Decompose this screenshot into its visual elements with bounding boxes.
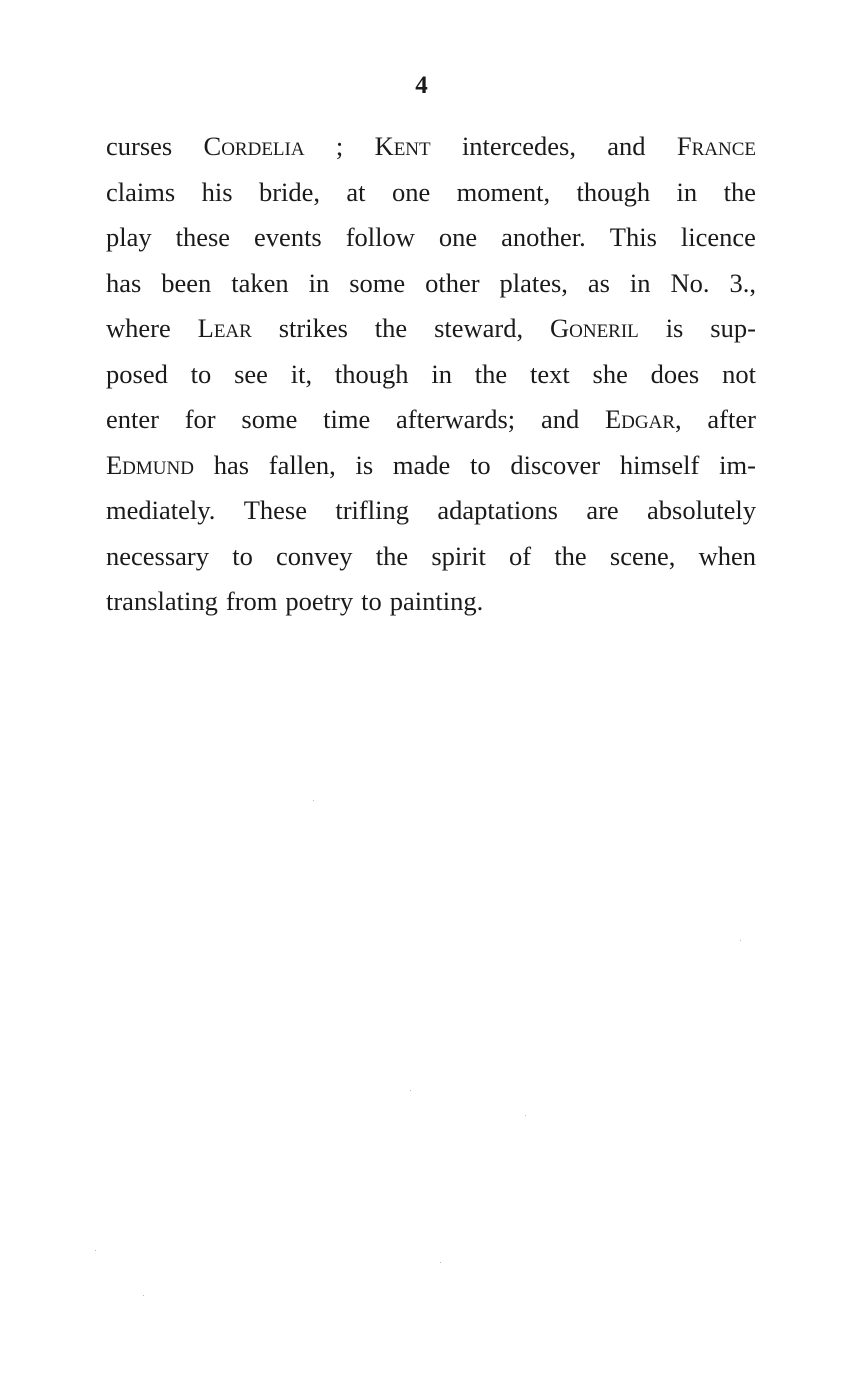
word: strikes bbox=[278, 313, 348, 343]
word: necessary bbox=[106, 540, 209, 571]
text-line bbox=[106, 124, 756, 170]
word: though bbox=[576, 176, 651, 207]
word: been bbox=[161, 267, 212, 298]
character-name: Edmund bbox=[106, 449, 194, 480]
word: to bbox=[470, 449, 491, 480]
scan-speck bbox=[440, 1262, 441, 1263]
character-name: Kent bbox=[374, 131, 431, 161]
scan-speck bbox=[143, 1295, 144, 1296]
word: one bbox=[391, 176, 431, 207]
scan-speck bbox=[740, 940, 741, 941]
word: she bbox=[592, 358, 628, 389]
word: intercedes, bbox=[461, 131, 576, 161]
character-name: Cordelia bbox=[203, 131, 305, 161]
word: has bbox=[106, 267, 142, 298]
word: of bbox=[509, 540, 532, 571]
word: events bbox=[254, 222, 322, 252]
word: has bbox=[213, 449, 250, 480]
word: translating bbox=[106, 586, 218, 616]
word: in bbox=[431, 358, 452, 389]
word: convey bbox=[276, 540, 353, 571]
word: poetry bbox=[285, 586, 354, 616]
text-line bbox=[106, 261, 756, 307]
word: enter bbox=[106, 404, 159, 434]
word: is bbox=[665, 313, 684, 343]
word: the bbox=[554, 540, 587, 571]
word: as bbox=[587, 267, 610, 298]
word: play bbox=[106, 222, 152, 252]
text-line bbox=[106, 397, 756, 443]
word: afterwards; bbox=[395, 404, 516, 434]
word: claims bbox=[106, 176, 176, 207]
word: scene, bbox=[609, 540, 676, 571]
word: from bbox=[225, 586, 278, 616]
word: painting. bbox=[389, 586, 484, 616]
text-line bbox=[106, 170, 756, 216]
word: taken bbox=[231, 267, 289, 298]
text-line bbox=[106, 443, 756, 489]
scan-speck bbox=[313, 800, 314, 801]
word: see bbox=[234, 358, 268, 389]
word: mediately. bbox=[106, 495, 216, 525]
word: himself bbox=[619, 449, 700, 480]
word: in bbox=[676, 176, 698, 207]
word: for bbox=[184, 404, 216, 434]
word: adaptations bbox=[437, 495, 558, 525]
word: absolutely bbox=[647, 495, 756, 525]
word: in bbox=[629, 267, 651, 298]
word: plates, bbox=[499, 267, 568, 298]
word: im- bbox=[719, 449, 756, 480]
word: it, bbox=[290, 358, 313, 389]
word: 3., bbox=[729, 267, 756, 298]
word: is bbox=[355, 449, 374, 480]
word: the bbox=[374, 313, 408, 343]
word: these bbox=[175, 222, 231, 252]
word: at bbox=[346, 176, 366, 207]
word: and bbox=[607, 131, 646, 161]
word: sup- bbox=[710, 313, 756, 343]
word: discover bbox=[510, 449, 601, 480]
word: posed bbox=[106, 358, 168, 389]
word: to bbox=[361, 586, 382, 616]
word: the bbox=[723, 176, 756, 207]
word: though bbox=[334, 358, 409, 389]
word: time bbox=[323, 404, 371, 434]
scan-speck bbox=[410, 1090, 411, 1091]
word: the bbox=[474, 358, 508, 389]
word: other bbox=[425, 267, 480, 298]
word: spirit bbox=[431, 540, 486, 571]
character-name: Lear bbox=[197, 313, 252, 343]
word: his bbox=[201, 176, 233, 207]
word: curses bbox=[106, 131, 173, 161]
text-line bbox=[106, 534, 756, 580]
word: This bbox=[609, 222, 657, 252]
character-name: France bbox=[676, 131, 756, 161]
word: ; bbox=[335, 131, 344, 161]
word: another. bbox=[501, 222, 586, 252]
word: made bbox=[392, 449, 451, 480]
text-line bbox=[106, 579, 756, 625]
character-name: Edgar, bbox=[604, 404, 682, 434]
word: are bbox=[586, 495, 619, 525]
word: bride, bbox=[258, 176, 321, 207]
text-line bbox=[106, 488, 756, 534]
word: some bbox=[241, 404, 298, 434]
word: some bbox=[349, 267, 406, 298]
text-line bbox=[106, 215, 756, 261]
word: one bbox=[438, 222, 478, 252]
word: not bbox=[722, 358, 756, 389]
text-line bbox=[106, 352, 756, 398]
word: does bbox=[650, 358, 700, 389]
word: trifling bbox=[335, 495, 409, 525]
word: No. bbox=[670, 267, 710, 298]
word: the bbox=[375, 540, 409, 571]
word: These bbox=[243, 495, 308, 525]
word: when bbox=[698, 540, 756, 571]
character-name: Goneril bbox=[550, 313, 639, 343]
word: and bbox=[540, 404, 580, 434]
word: to bbox=[232, 540, 253, 571]
word: follow bbox=[345, 222, 415, 252]
word: in bbox=[308, 267, 330, 298]
scan-speck bbox=[95, 1250, 96, 1251]
body-text bbox=[106, 124, 756, 625]
word: steward, bbox=[434, 313, 524, 343]
word: text bbox=[529, 358, 570, 389]
text-line bbox=[106, 306, 756, 352]
word: to bbox=[190, 358, 212, 389]
word: where bbox=[106, 313, 171, 343]
word: fallen, bbox=[268, 449, 336, 480]
word: licence bbox=[680, 222, 756, 252]
word: moment, bbox=[456, 176, 551, 207]
word: after bbox=[707, 404, 756, 434]
scan-speck bbox=[525, 1115, 526, 1116]
page-number: 4 bbox=[415, 72, 428, 99]
